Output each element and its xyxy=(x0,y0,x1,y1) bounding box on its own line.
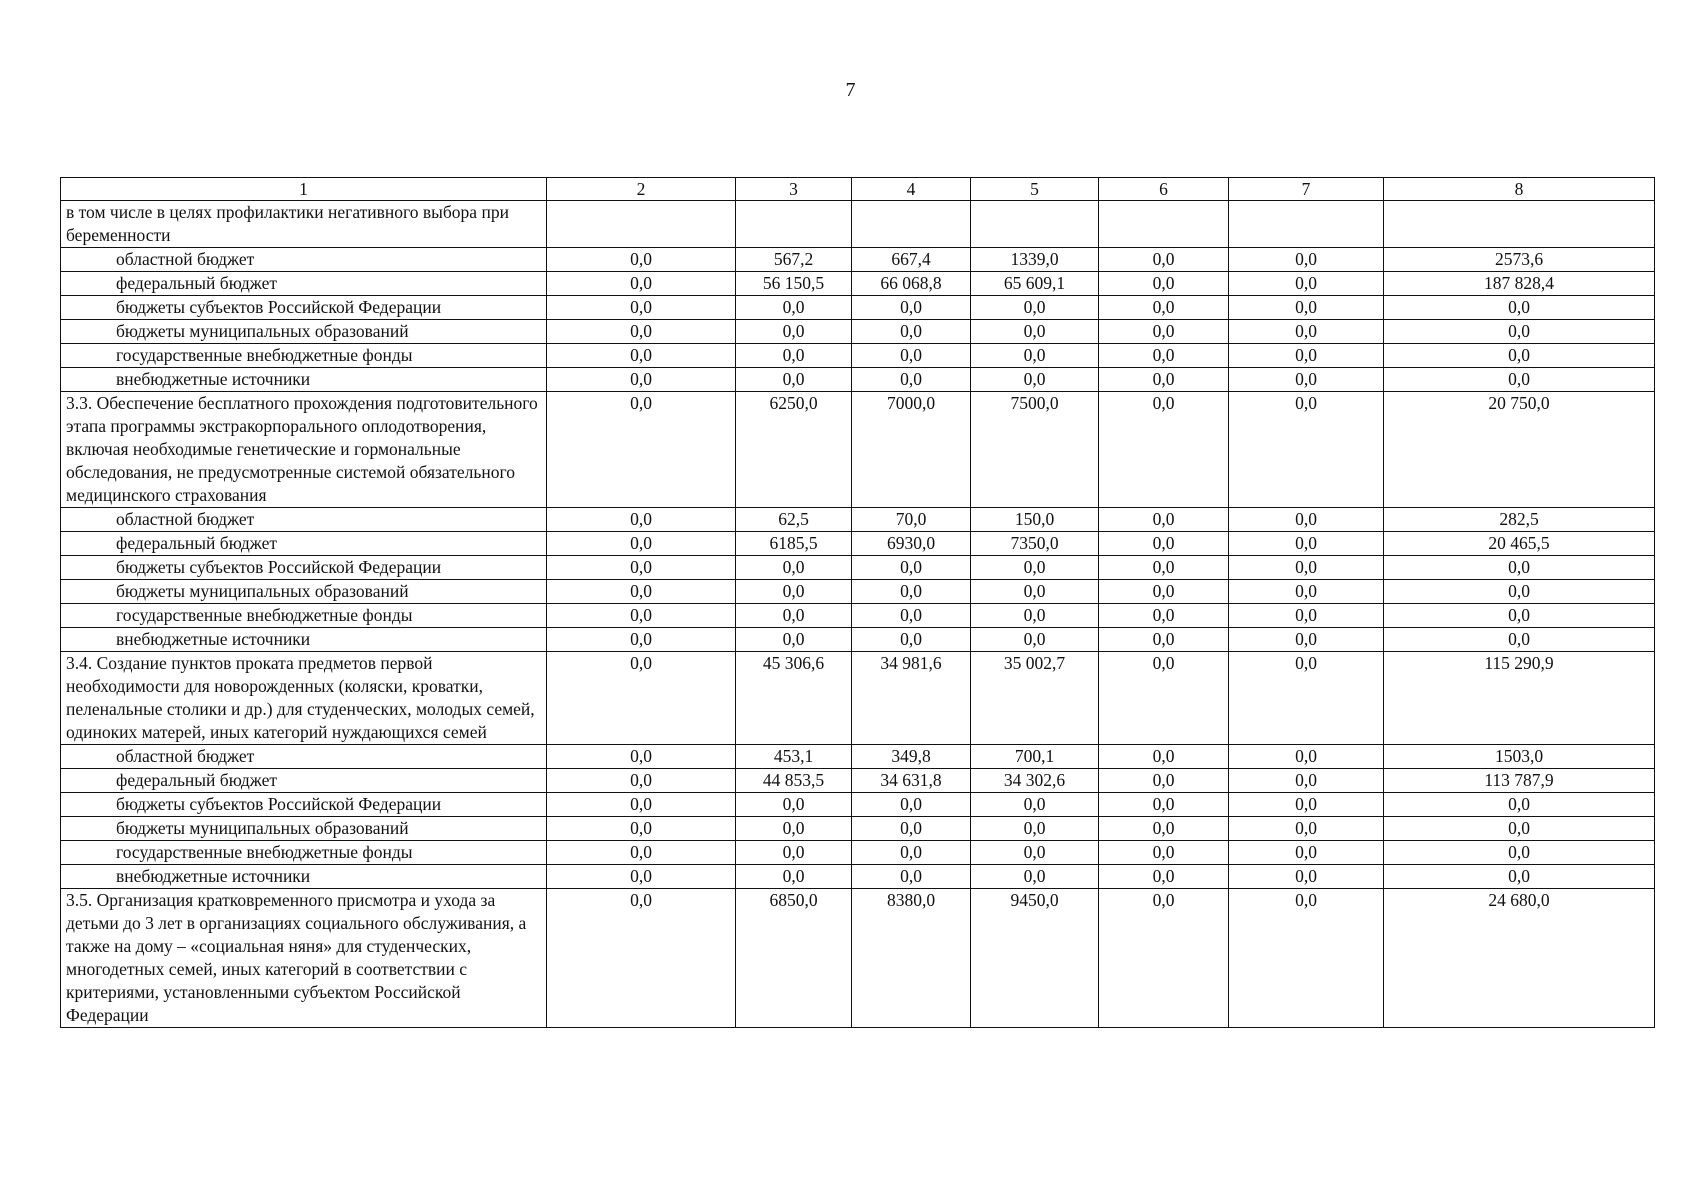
value-cell: 0,0 xyxy=(852,580,971,604)
budget-table xyxy=(60,177,1655,1028)
value-cell: 0,0 xyxy=(547,652,736,745)
value-cell: 0,0 xyxy=(971,296,1099,320)
value-cell: 0,0 xyxy=(547,793,736,817)
value-cell: 20 750,0 xyxy=(1384,392,1655,508)
value-cell: 0,0 xyxy=(1229,296,1384,320)
table-row-subitem xyxy=(61,580,1655,604)
value-cell: 0,0 xyxy=(1384,320,1655,344)
value-cell: 6250,0 xyxy=(736,392,852,508)
value-cell: 0,0 xyxy=(1099,556,1229,580)
value-cell: 0,0 xyxy=(1099,865,1229,889)
value-cell: 0,0 xyxy=(1099,344,1229,368)
row-name-cell: государственные внебюджетные фонды xyxy=(61,604,547,628)
value-cell: 0,0 xyxy=(1229,889,1384,1028)
value-cell: 0,0 xyxy=(547,508,736,532)
table-row-item xyxy=(61,652,1655,745)
value-cell xyxy=(736,201,852,248)
table-row-subitem xyxy=(61,817,1655,841)
value-cell: 0,0 xyxy=(852,320,971,344)
value-cell: 0,0 xyxy=(736,320,852,344)
row-name-cell: в том числе в целях профилактики негативного выбора при беременности xyxy=(61,201,547,248)
value-cell: 667,4 xyxy=(852,248,971,272)
value-cell: 0,0 xyxy=(852,817,971,841)
value-cell: 349,8 xyxy=(852,745,971,769)
value-cell: 0,0 xyxy=(547,580,736,604)
value-cell: 34 302,6 xyxy=(971,769,1099,793)
value-cell: 0,0 xyxy=(547,889,736,1028)
value-cell: 0,0 xyxy=(852,793,971,817)
value-cell: 20 465,5 xyxy=(1384,532,1655,556)
value-cell: 6930,0 xyxy=(852,532,971,556)
value-cell: 0,0 xyxy=(1229,532,1384,556)
row-name-cell: 3.3. Обеспечение бесплатного прохождения подготовительного этапа программы экстракорпорального оплодотворения, включая необходимые генетические и гормональные обследования, не предусмотренные системой обязательного медицинского страхования xyxy=(61,392,547,508)
table-row-subitem xyxy=(61,320,1655,344)
value-cell: 0,0 xyxy=(547,392,736,508)
value-cell: 700,1 xyxy=(971,745,1099,769)
value-cell: 0,0 xyxy=(1229,508,1384,532)
page-number: 7 xyxy=(845,79,856,101)
value-cell: 0,0 xyxy=(1099,320,1229,344)
value-cell: 0,0 xyxy=(1099,652,1229,745)
value-cell: 0,0 xyxy=(547,841,736,865)
row-name-cell: 3.4. Создание пунктов проката предметов первой необходимости для новорожденных (коляски, кроватки, пеленальные столики и др.) для студенческих, молодых семей, одиноких матерей, иных категорий нуждающихся семей xyxy=(61,652,547,745)
value-cell: 0,0 xyxy=(1384,865,1655,889)
value-cell: 0,0 xyxy=(547,320,736,344)
table-row-item xyxy=(61,889,1655,1028)
value-cell: 0,0 xyxy=(971,556,1099,580)
header-cell: 6 xyxy=(1099,178,1229,201)
value-cell: 0,0 xyxy=(1384,344,1655,368)
value-cell: 150,0 xyxy=(971,508,1099,532)
value-cell: 0,0 xyxy=(547,769,736,793)
value-cell: 0,0 xyxy=(971,817,1099,841)
value-cell: 6185,5 xyxy=(736,532,852,556)
value-cell: 0,0 xyxy=(852,296,971,320)
table-row-subitem xyxy=(61,368,1655,392)
table-row-item xyxy=(61,201,1655,248)
row-name-cell: федеральный бюджет xyxy=(61,769,547,793)
value-cell: 0,0 xyxy=(1229,320,1384,344)
value-cell: 0,0 xyxy=(736,580,852,604)
value-cell: 44 853,5 xyxy=(736,769,852,793)
value-cell: 56 150,5 xyxy=(736,272,852,296)
table-header-row xyxy=(61,178,1655,201)
value-cell: 0,0 xyxy=(736,793,852,817)
value-cell: 62,5 xyxy=(736,508,852,532)
row-name-cell: бюджеты муниципальных образований xyxy=(61,580,547,604)
value-cell: 0,0 xyxy=(852,368,971,392)
value-cell: 0,0 xyxy=(971,344,1099,368)
value-cell: 0,0 xyxy=(1099,793,1229,817)
value-cell: 0,0 xyxy=(1229,580,1384,604)
table-row-subitem xyxy=(61,532,1655,556)
value-cell: 0,0 xyxy=(1384,841,1655,865)
header-cell: 5 xyxy=(971,178,1099,201)
row-name-cell: федеральный бюджет xyxy=(61,272,547,296)
value-cell xyxy=(1229,201,1384,248)
row-name-cell: бюджеты субъектов Российской Федерации xyxy=(61,556,547,580)
value-cell: 0,0 xyxy=(1384,604,1655,628)
row-name-cell: государственные внебюджетные фонды xyxy=(61,344,547,368)
value-cell: 24 680,0 xyxy=(1384,889,1655,1028)
header-cell: 8 xyxy=(1384,178,1655,201)
value-cell: 0,0 xyxy=(736,628,852,652)
value-cell: 0,0 xyxy=(1099,392,1229,508)
header-cell: 4 xyxy=(852,178,971,201)
value-cell: 0,0 xyxy=(852,344,971,368)
value-cell: 0,0 xyxy=(1229,628,1384,652)
value-cell: 0,0 xyxy=(971,320,1099,344)
value-cell: 7000,0 xyxy=(852,392,971,508)
value-cell xyxy=(547,201,736,248)
value-cell: 7500,0 xyxy=(971,392,1099,508)
value-cell: 1339,0 xyxy=(971,248,1099,272)
value-cell: 0,0 xyxy=(1099,580,1229,604)
value-cell: 113 787,9 xyxy=(1384,769,1655,793)
value-cell: 0,0 xyxy=(852,841,971,865)
value-cell: 0,0 xyxy=(1229,556,1384,580)
value-cell: 0,0 xyxy=(736,296,852,320)
value-cell: 34 631,8 xyxy=(852,769,971,793)
value-cell: 0,0 xyxy=(971,604,1099,628)
value-cell: 0,0 xyxy=(1384,817,1655,841)
value-cell: 0,0 xyxy=(547,628,736,652)
value-cell: 0,0 xyxy=(1099,532,1229,556)
value-cell: 1503,0 xyxy=(1384,745,1655,769)
row-name-cell: бюджеты муниципальных образований xyxy=(61,817,547,841)
value-cell: 0,0 xyxy=(971,841,1099,865)
value-cell: 0,0 xyxy=(547,272,736,296)
value-cell: 0,0 xyxy=(736,604,852,628)
row-name-cell: внебюджетные источники xyxy=(61,628,547,652)
value-cell: 0,0 xyxy=(736,368,852,392)
table-row-item xyxy=(61,392,1655,508)
value-cell: 0,0 xyxy=(1229,344,1384,368)
table-row-subitem xyxy=(61,344,1655,368)
row-name-cell: бюджеты субъектов Российской Федерации xyxy=(61,793,547,817)
table-row-subitem xyxy=(61,628,1655,652)
value-cell xyxy=(1384,201,1655,248)
value-cell: 2573,6 xyxy=(1384,248,1655,272)
table-row-subitem xyxy=(61,865,1655,889)
value-cell: 0,0 xyxy=(547,817,736,841)
table-row-subitem xyxy=(61,508,1655,532)
header-cell: 1 xyxy=(61,178,547,201)
value-cell: 0,0 xyxy=(1099,368,1229,392)
value-cell: 8380,0 xyxy=(852,889,971,1028)
table-row-subitem xyxy=(61,745,1655,769)
row-name-cell: внебюджетные источники xyxy=(61,865,547,889)
value-cell: 187 828,4 xyxy=(1384,272,1655,296)
row-name-cell: внебюджетные источники xyxy=(61,368,547,392)
value-cell: 0,0 xyxy=(1229,368,1384,392)
value-cell: 0,0 xyxy=(852,556,971,580)
value-cell: 0,0 xyxy=(736,556,852,580)
value-cell: 0,0 xyxy=(1099,889,1229,1028)
value-cell: 65 609,1 xyxy=(971,272,1099,296)
value-cell: 0,0 xyxy=(971,580,1099,604)
value-cell: 0,0 xyxy=(736,344,852,368)
value-cell: 0,0 xyxy=(547,745,736,769)
table-body xyxy=(61,201,1655,1028)
row-name-cell: федеральный бюджет xyxy=(61,532,547,556)
value-cell: 0,0 xyxy=(971,865,1099,889)
header-cell: 2 xyxy=(547,178,736,201)
value-cell: 0,0 xyxy=(547,604,736,628)
header-cell: 7 xyxy=(1229,178,1384,201)
value-cell: 0,0 xyxy=(547,344,736,368)
table-row-subitem xyxy=(61,604,1655,628)
row-name-cell: областной бюджет xyxy=(61,745,547,769)
table-row-subitem xyxy=(61,841,1655,865)
value-cell: 453,1 xyxy=(736,745,852,769)
table-row-subitem xyxy=(61,296,1655,320)
value-cell xyxy=(1099,201,1229,248)
value-cell: 0,0 xyxy=(547,532,736,556)
value-cell: 0,0 xyxy=(736,865,852,889)
value-cell: 66 068,8 xyxy=(852,272,971,296)
value-cell: 0,0 xyxy=(1099,841,1229,865)
value-cell: 0,0 xyxy=(547,368,736,392)
table-row-subitem xyxy=(61,793,1655,817)
value-cell: 0,0 xyxy=(547,865,736,889)
value-cell: 0,0 xyxy=(1229,793,1384,817)
value-cell: 0,0 xyxy=(1099,745,1229,769)
value-cell: 0,0 xyxy=(971,793,1099,817)
value-cell: 0,0 xyxy=(1229,841,1384,865)
value-cell: 7350,0 xyxy=(971,532,1099,556)
value-cell: 0,0 xyxy=(1229,392,1384,508)
value-cell: 0,0 xyxy=(1229,652,1384,745)
value-cell: 34 981,6 xyxy=(852,652,971,745)
value-cell: 0,0 xyxy=(852,604,971,628)
value-cell: 0,0 xyxy=(1229,272,1384,296)
row-name-cell: 3.5. Организация кратковременного присмотра и ухода за детьми до 3 лет в организациях социального обслуживания, а также на дому – «социальная няня» для студенческих, многодетных семей, иных категорий в соответствии с критериями, установленными субъектом Российской Федерации xyxy=(61,889,547,1028)
value-cell: 0,0 xyxy=(1099,508,1229,532)
value-cell: 0,0 xyxy=(547,248,736,272)
value-cell: 0,0 xyxy=(547,296,736,320)
value-cell: 45 306,6 xyxy=(736,652,852,745)
value-cell: 0,0 xyxy=(1229,865,1384,889)
value-cell: 0,0 xyxy=(1229,817,1384,841)
value-cell: 0,0 xyxy=(1384,296,1655,320)
value-cell: 6850,0 xyxy=(736,889,852,1028)
value-cell: 0,0 xyxy=(1099,296,1229,320)
header-cell: 3 xyxy=(736,178,852,201)
value-cell xyxy=(971,201,1099,248)
value-cell: 0,0 xyxy=(852,865,971,889)
value-cell: 0,0 xyxy=(1384,628,1655,652)
value-cell: 0,0 xyxy=(971,628,1099,652)
table-row-subitem xyxy=(61,272,1655,296)
value-cell: 0,0 xyxy=(736,841,852,865)
value-cell: 0,0 xyxy=(736,817,852,841)
value-cell: 0,0 xyxy=(1099,769,1229,793)
row-name-cell: государственные внебюджетные фонды xyxy=(61,841,547,865)
value-cell: 0,0 xyxy=(1384,556,1655,580)
value-cell: 0,0 xyxy=(1229,745,1384,769)
value-cell: 0,0 xyxy=(1229,604,1384,628)
row-name-cell: бюджеты муниципальных образований xyxy=(61,320,547,344)
value-cell: 0,0 xyxy=(1384,793,1655,817)
value-cell: 70,0 xyxy=(852,508,971,532)
row-name-cell: бюджеты субъектов Российской Федерации xyxy=(61,296,547,320)
value-cell xyxy=(852,201,971,248)
value-cell: 115 290,9 xyxy=(1384,652,1655,745)
value-cell: 0,0 xyxy=(1229,248,1384,272)
value-cell: 9450,0 xyxy=(971,889,1099,1028)
value-cell: 0,0 xyxy=(1384,368,1655,392)
value-cell: 0,0 xyxy=(1099,628,1229,652)
row-name-cell: областной бюджет xyxy=(61,508,547,532)
value-cell: 282,5 xyxy=(1384,508,1655,532)
value-cell: 35 002,7 xyxy=(971,652,1099,745)
value-cell: 0,0 xyxy=(971,368,1099,392)
value-cell: 0,0 xyxy=(1099,248,1229,272)
value-cell: 0,0 xyxy=(1229,769,1384,793)
table-row-subitem xyxy=(61,769,1655,793)
value-cell: 0,0 xyxy=(547,556,736,580)
table-row-subitem xyxy=(61,248,1655,272)
table-row-subitem xyxy=(61,556,1655,580)
row-name-cell: областной бюджет xyxy=(61,248,547,272)
value-cell: 0,0 xyxy=(1099,272,1229,296)
value-cell: 0,0 xyxy=(1384,580,1655,604)
value-cell: 567,2 xyxy=(736,248,852,272)
value-cell: 0,0 xyxy=(1099,817,1229,841)
value-cell: 0,0 xyxy=(852,628,971,652)
value-cell: 0,0 xyxy=(1099,604,1229,628)
